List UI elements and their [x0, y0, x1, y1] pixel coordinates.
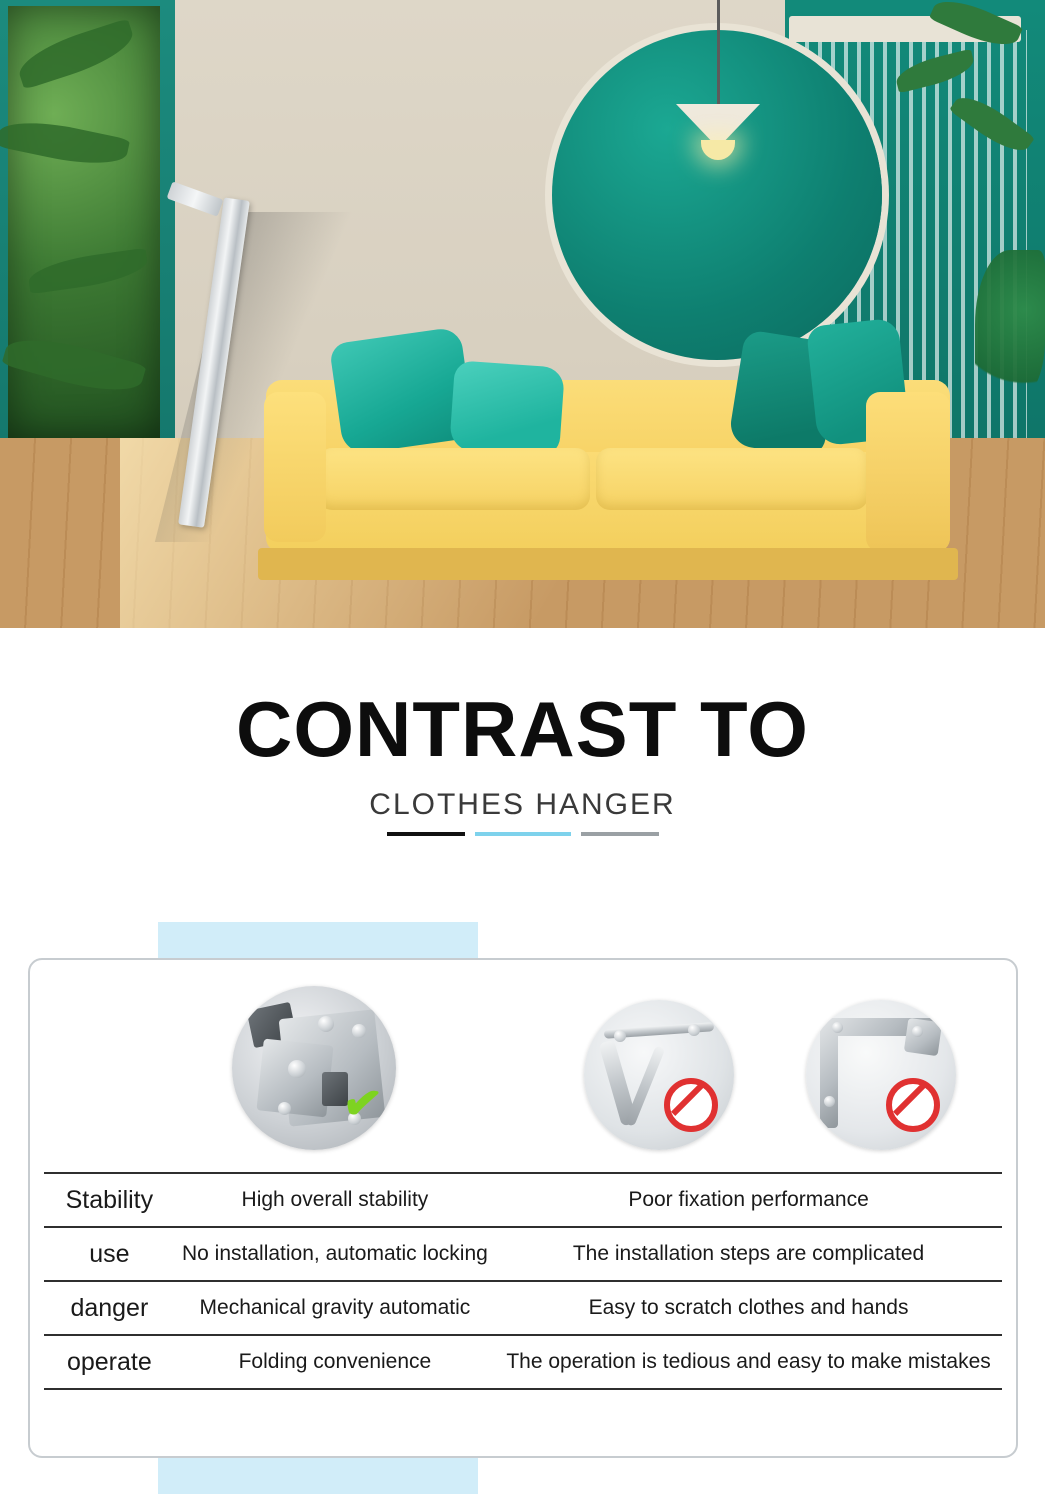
ours-hinge-closeup-image [232, 986, 396, 1150]
divider-segment-dark [387, 832, 465, 836]
potted-plant [975, 250, 1045, 400]
page-title: CONTRAST TO [236, 685, 809, 773]
row-theirs-value: The installation steps are complicated [495, 1227, 1002, 1281]
sofa-arm-left [264, 392, 326, 542]
row-ours-value: High overall stability [175, 1173, 495, 1227]
divider-segment-blue [475, 832, 571, 836]
prohibited-sign-icon [664, 1078, 718, 1132]
row-label: Stability [44, 1173, 175, 1227]
table-row [44, 1173, 1002, 1227]
title-block [0, 628, 1045, 836]
page-subtitle: CLOTHES HANGER [369, 788, 676, 821]
comparison-table [44, 1172, 1002, 1390]
hero-product-photo [0, 0, 1045, 628]
sofa-base [258, 548, 958, 580]
comparison-image-row [28, 958, 1018, 1172]
sofa-cushion [596, 448, 868, 510]
divider-segment-gray [581, 832, 659, 836]
pendant-lamp-cord [717, 0, 720, 108]
row-ours-value: Folding convenience [175, 1335, 495, 1389]
row-label: operate [44, 1335, 175, 1389]
table-row [44, 1335, 1002, 1389]
hero-window-foliage [8, 6, 160, 438]
row-ours-value: No installation, automatic locking [175, 1227, 495, 1281]
row-theirs-value: Easy to scratch clothes and hands [495, 1281, 1002, 1335]
row-label: use [44, 1227, 175, 1281]
prohibited-sign-icon [886, 1078, 940, 1132]
check-mark-icon: ✔ [340, 1074, 386, 1132]
throw-pillow [449, 360, 565, 457]
competitor-corner-bracket-image [806, 1000, 956, 1150]
sofa-arm-right [866, 392, 950, 552]
table-row [44, 1281, 1002, 1335]
title-divider [0, 832, 1045, 836]
sofa-cushion [318, 448, 590, 510]
table-row [44, 1227, 1002, 1281]
row-theirs-value: The operation is tedious and easy to make mistakes [495, 1335, 1002, 1389]
row-ours-value: Mechanical gravity automatic [175, 1281, 495, 1335]
row-label: danger [44, 1281, 175, 1335]
competitor-folding-bracket-image [584, 1000, 734, 1150]
row-theirs-value: Poor fixation performance [495, 1173, 1002, 1227]
